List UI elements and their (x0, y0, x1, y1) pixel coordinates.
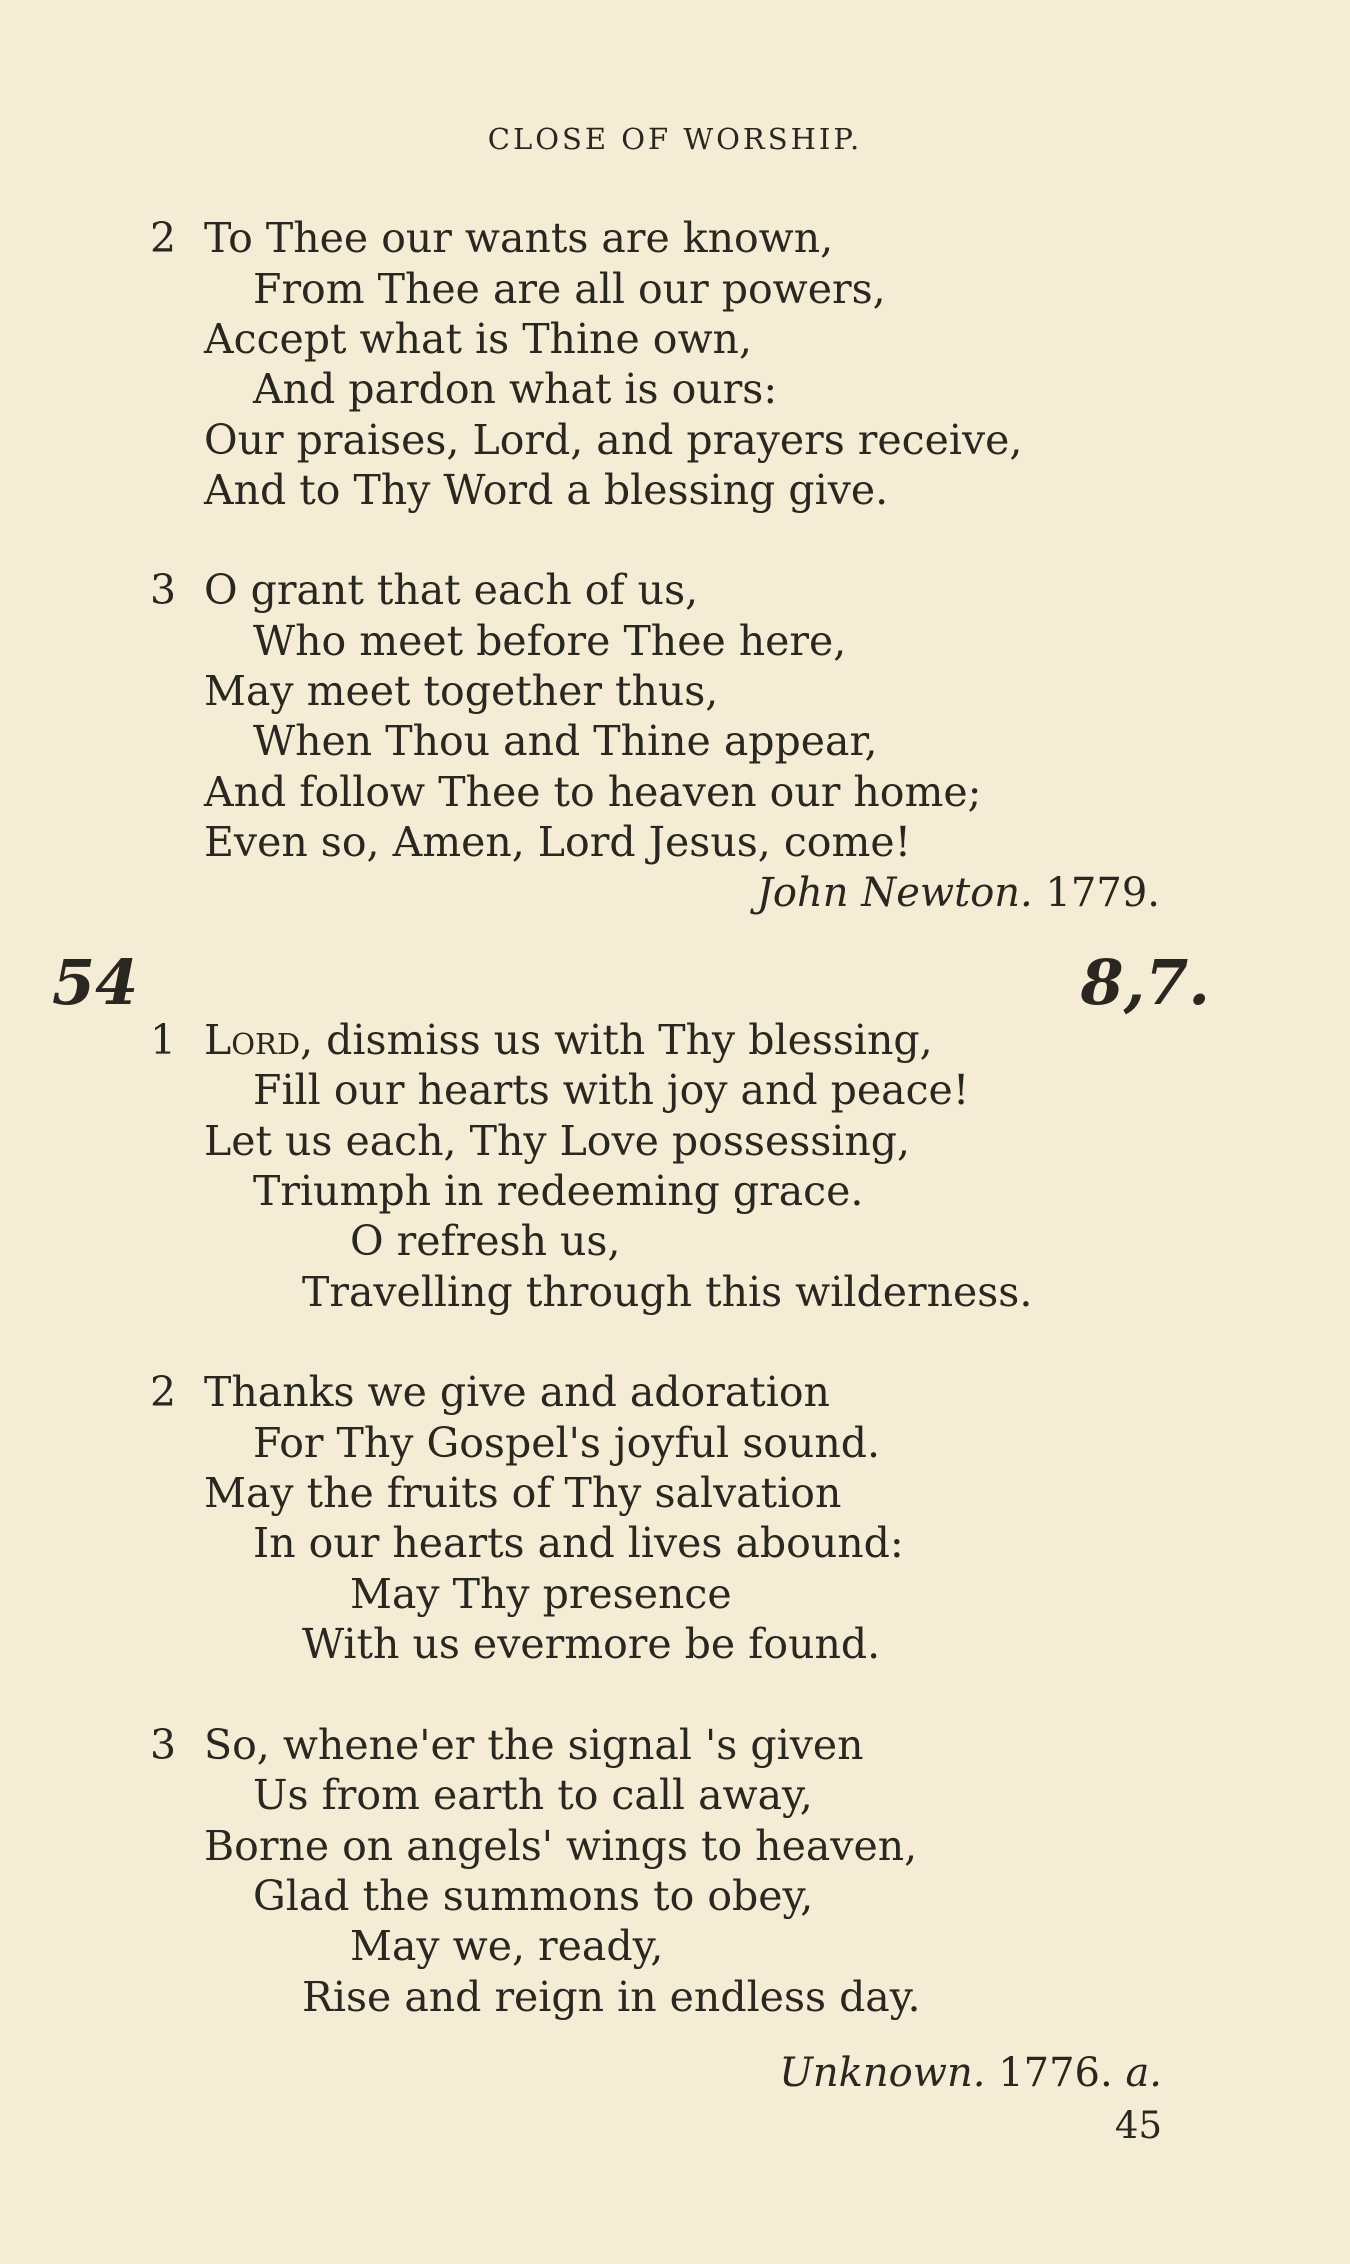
verse-line: Even so, Amen, Lord Jesus, come! (204, 818, 912, 866)
verse-line: Rise and reign in endless day. (302, 1973, 921, 2021)
verse-line: May the fruits of Thy salvation (204, 1469, 842, 1517)
verse-line: May meet together thus, (204, 667, 719, 715)
verse-line: O refresh us, (350, 1217, 621, 1265)
verse-line: In our hearts and lives abound: (253, 1519, 904, 1567)
verse-line (204, 1015, 933, 1065)
year: 1779. (1045, 870, 1160, 916)
verse-number: 2 (150, 214, 177, 262)
first-line-rest: dismiss us with Thy blessing, (313, 1016, 933, 1064)
author-name: John Newton. (756, 870, 1033, 916)
verse-line: Triumph in redeeming grace. (253, 1167, 864, 1215)
verse-line: And to Thy Word a blessing give. (204, 466, 889, 514)
verse-line: And follow Thee to heaven our home; (204, 768, 982, 816)
verse-line: With us evermore be found. (302, 1620, 881, 1668)
verse-number: 1 (150, 1016, 177, 1064)
verse-line: Borne on angels' wings to heaven, (204, 1822, 918, 1870)
page-number: 45 (1114, 2104, 1162, 2147)
verse-line: O grant that each of us, (204, 566, 699, 614)
verse-line: So, whene'er the signal 's given (204, 1721, 864, 1769)
verse-line: Who meet before Thee here, (253, 617, 847, 665)
verse-line: Travelling through this wilderness. (302, 1268, 1033, 1316)
verse-line: When Thou and Thine appear, (253, 717, 878, 765)
verse-line: Thanks we give and adoration (204, 1368, 830, 1416)
hymn-meter: 8,7. (1080, 946, 1210, 1019)
hymn-number: 54 (52, 946, 139, 1019)
first-word: Lord, (204, 1016, 314, 1064)
verse-line: And pardon what is ours: (253, 365, 778, 413)
verse-line: Accept what is Thine own, (204, 315, 752, 363)
verse-line: Fill our hearts with joy and peace! (253, 1066, 970, 1114)
verse-number: 3 (150, 1721, 177, 1769)
verse-line: Let us each, Thy Love possessing, (204, 1117, 911, 1165)
verse-line: Glad the summons to obey, (253, 1872, 814, 1920)
verse-line: From Thee are all our powers, (253, 265, 886, 313)
verse-line: May Thy presence (350, 1570, 732, 1618)
verse-line: May we, ready, (350, 1922, 664, 1970)
verse-line: Us from earth to call away, (253, 1771, 813, 1819)
verse-line: To Thee our wants are known, (204, 214, 834, 262)
hymn-attribution (757, 868, 1160, 918)
verse-number: 2 (150, 1368, 177, 1416)
verse-line: For Thy Gospel's joyful sound. (253, 1419, 881, 1467)
year-suffix: a. (1125, 2050, 1162, 2096)
author-name: Unknown. (779, 2050, 986, 2096)
running-head: CLOSE OF WORSHIP. (487, 122, 863, 156)
verse-number: 3 (150, 566, 177, 614)
verse-line: Our praises, Lord, and prayers receive, (204, 416, 1023, 464)
hymn-attribution (779, 2048, 1162, 2098)
year: 1776. (998, 2050, 1113, 2096)
